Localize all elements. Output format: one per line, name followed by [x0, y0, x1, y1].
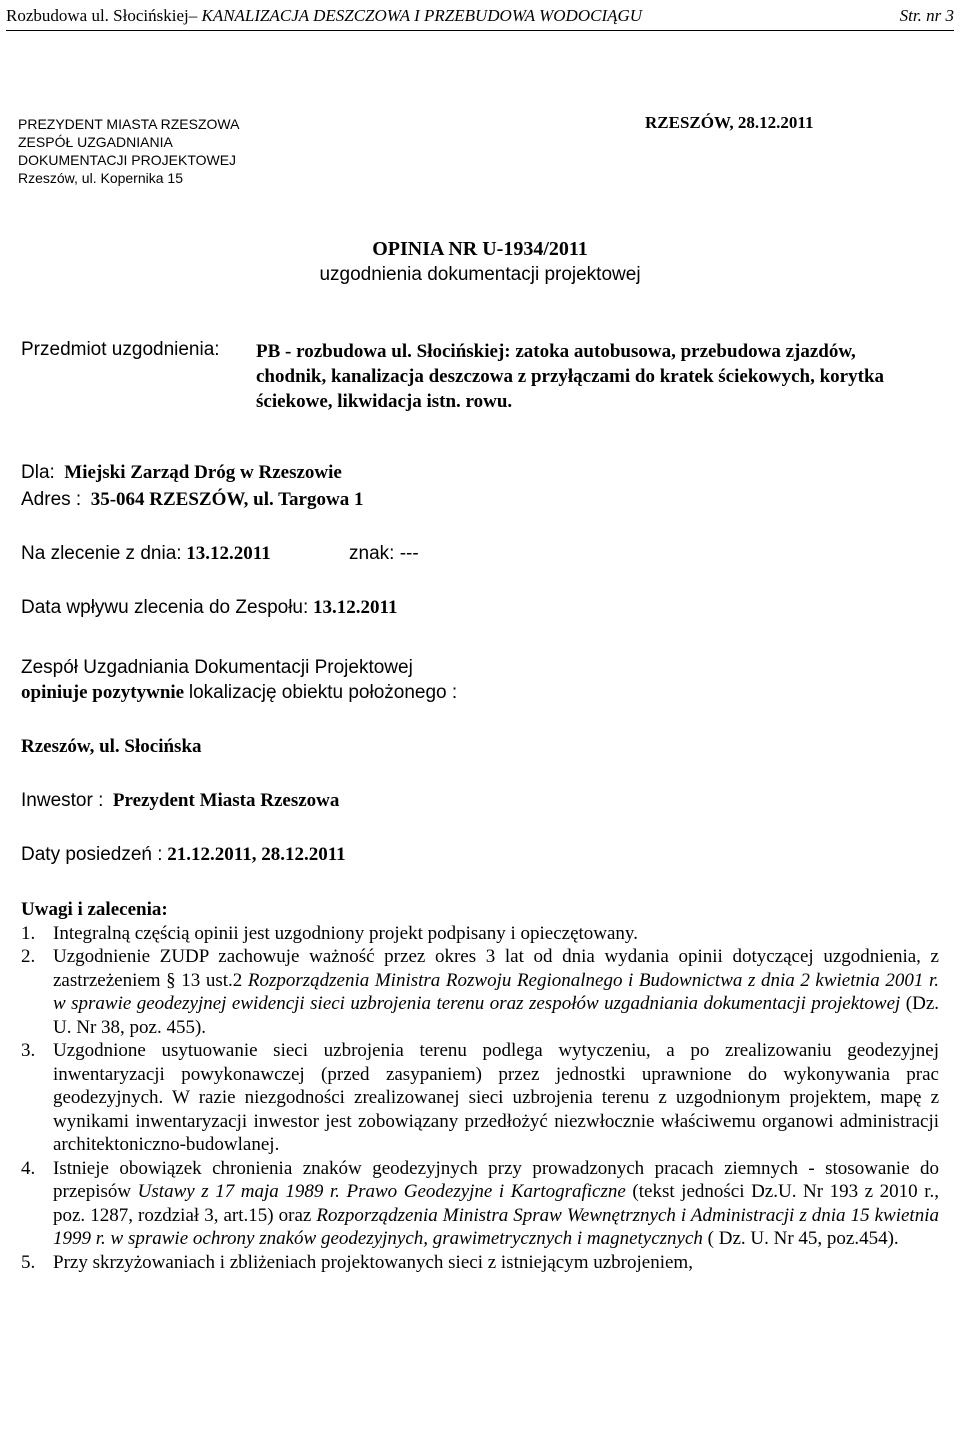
- place-date: RZESZÓW, 28.12.2011: [645, 113, 814, 132]
- investor-value: Prezydent Miasta Rzeszowa: [112, 790, 340, 811]
- address-line: [21, 489, 363, 511]
- remark-text: Przy skrzyżowaniach i zbliżeniach projektowanych sieci z istniejącym uzbrojeniem,: [53, 1251, 693, 1273]
- meetings-value: 21.12.2011, 28.12.2011: [167, 844, 346, 865]
- sign-label: znak:: [349, 543, 395, 564]
- remarks-section: [21, 898, 939, 1274]
- running-header: [6, 6, 954, 30]
- remark-number: 2.: [21, 946, 36, 967]
- opinion-rest: lokalizację obiektu położonego :: [188, 682, 458, 703]
- order-label: Na zlecenie z dnia:: [21, 543, 182, 564]
- remarks-heading: Uwagi i zalecenia:: [21, 899, 168, 920]
- sign-line: [349, 543, 419, 565]
- remark-text: Istnieje obowiązek chronienia znaków geodezyjnych przy prowadzonych pracach ziemnych - stosowanie do przepisów: [53, 1157, 939, 1202]
- sign-value: ---: [399, 543, 419, 564]
- header-separator: –: [188, 6, 202, 25]
- order-line: [21, 543, 271, 565]
- subject-label: Przedmiot uzgodnienia:: [21, 339, 220, 360]
- investor-line: [21, 790, 339, 812]
- recipient-value: Miejski Zarząd Dróg w Rzeszowie: [64, 462, 342, 483]
- opinion-line-2: [21, 682, 457, 704]
- page-number: Str. nr 3: [899, 6, 954, 25]
- receipt-line: [21, 597, 397, 619]
- issuer-line-3: DOKUMENTACJI PROJEKTOWEJ: [18, 152, 237, 168]
- remark-text: Uzgodnione usytuowanie sieci uzbrojenia terenu podlega wytyczeniu, a po zrealizowaniu geodezyjnej inwentaryzacji powykonawczej (przed zasypaniem) przez jednostki uprawnione do wykonywania prac geodezyjnych. W razie niezgodności zrealizowanej sieci uzbrojenia terenu z uzgodnionym projektem, mapę z wynikami inwentaryzacji inwestor jest zobowiązany przedłożyć niezwłocznie właściwemu organowi administracji architektoniczno-budowlanej.: [53, 1040, 939, 1155]
- remark-3: [21, 1039, 939, 1157]
- issuer-line-2: ZESPÓŁ UZGADNIANIA: [18, 134, 173, 150]
- order-date: 13.12.2011: [186, 543, 271, 564]
- remark-number: 4.: [21, 1157, 36, 1179]
- receipt-label: Data wpływu zlecenia do Zespołu:: [21, 597, 309, 618]
- remark-number: 3.: [21, 1040, 36, 1061]
- issuer-block: [18, 115, 239, 187]
- meetings-line: [21, 844, 346, 866]
- header-divider: [6, 30, 954, 31]
- document-title: OPINIA NR U-1934/2011: [372, 238, 588, 260]
- investor-label: Inwestor :: [21, 790, 104, 811]
- meetings-label: Daty posiedzeń :: [21, 844, 163, 865]
- remark-text: Uzgodnienie ZUDP zachowuje ważność przez okres 3 lat od dnia wydania opinii dotyczącej uzgodnienia, z zastrzeżeniem § 13 ust.2: [53, 946, 939, 991]
- journal-reference: (Dz. U. Nr 38, poz. 455).: [53, 993, 939, 1038]
- opinion-line-1: Zespół Uzgadniania Dokumentacji Projektowej: [21, 657, 413, 678]
- remark-text: Integralną częścią opinii jest uzgodniony projekt podpisany i opieczętowany.: [53, 922, 638, 944]
- regulation-citation: Rozporządzenia Ministra Spraw Wewnętrznych i Administracji z dnia 15 kwietnia 1999 r. w sprawie ochrony znaków geodezyjnych, grawimetrycznych i magnetycznych: [53, 1204, 939, 1249]
- issuer-line-1: PREZYDENT MIASTA RZESZOWA: [18, 116, 240, 132]
- recipient-label: Dla:: [21, 462, 55, 483]
- header-project: KANALIZACJA DESZCZOWA I PRZEBUDOWA WODOCIĄGU: [201, 6, 643, 25]
- recipient-line: [21, 462, 342, 484]
- receipt-date: 13.12.2011: [313, 597, 398, 618]
- remark-5: [21, 1251, 939, 1275]
- address-value: 35-064 RZESZÓW, ul. Targowa 1: [90, 489, 364, 510]
- remark-4: [21, 1157, 939, 1251]
- remark-1: [21, 922, 939, 946]
- subject-text: PB - rozbudowa ul. Słocińskiej: zatoka autobusowa, przebudowa zjazdów, chodnik, kanalizacja deszczowa z przyłączami do kratek ściekowych, korytka ściekowe, likwidacja istn. rowu.: [256, 341, 885, 412]
- opinion-verdict: opiniuje pozytywnie: [21, 682, 185, 703]
- remark-number: 1.: [21, 922, 36, 944]
- document-subtitle: uzgodnienia dokumentacji projektowej: [319, 264, 641, 285]
- journal-reference: ( Dz. U. Nr 45, poz.454).: [707, 1228, 899, 1249]
- regulation-citation: Rozporządzenia Ministra Rozwoju Regionalnego i Budownictwa z dnia 2 kwietnia 2001 r. w sprawie geodezyjnej ewidencji sieci uzbrojenia terenu oraz zespołów uzgadniania dokumentacji projektowej: [53, 969, 939, 1014]
- location: Rzeszów, ul. Słocińska: [21, 736, 202, 757]
- address-label: Adres :: [21, 489, 82, 510]
- header-street: Rozbudowa ul. Słocińskiej: [6, 6, 189, 25]
- act-citation: Ustawy z 17 maja 1989 r. Prawo Geodezyjne i Kartograficzne: [137, 1181, 626, 1202]
- issuer-address: Rzeszów, ul. Kopernika 15: [18, 170, 183, 186]
- remark-2: [21, 945, 939, 1039]
- remark-number: 5.: [21, 1251, 36, 1273]
- act-reference: (tekst jedności Dz.U. Nr 193 z 2010 r., poz. 1287, rozdział 3, art.15) oraz: [53, 1181, 940, 1226]
